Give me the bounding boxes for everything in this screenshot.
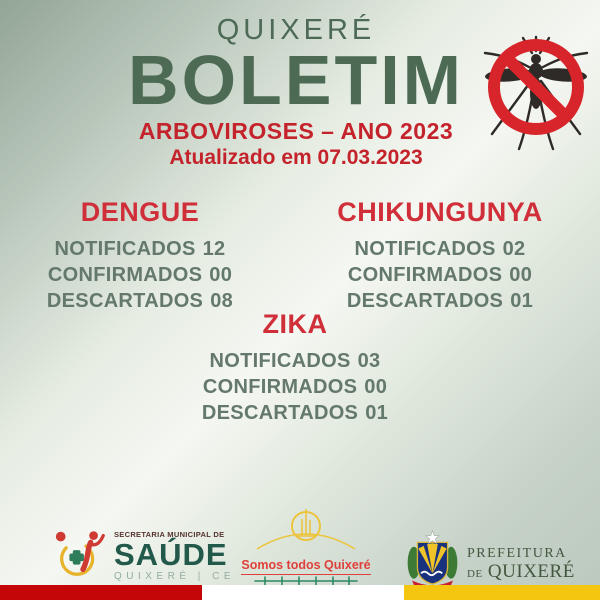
saude-top-line: SECRETARIA MUNICIPAL DE [114, 529, 225, 539]
stat-label: DESCARTADOS [46, 290, 204, 312]
zika-title: ZIKA [262, 309, 328, 339]
stat-value: 00 [364, 376, 388, 398]
prefeitura-name: QUIXERÉ [487, 561, 575, 582]
stat-value: 02 [502, 238, 526, 260]
zika-confirmados-row [115, 374, 475, 400]
saude-logo-text [114, 530, 235, 582]
stat-label: CONFIRMADOS [347, 264, 503, 286]
chikungunya-confirmados-row [320, 262, 560, 288]
stat-value: 01 [365, 402, 389, 424]
stat-label: DESCARTADOS [201, 402, 359, 424]
saude-name: SAÚDE [114, 536, 228, 572]
prefeitura-de: DE [467, 568, 483, 580]
somos-logo-text: Somos todos Quixeré [241, 559, 370, 575]
dengue-confirmados-row [20, 262, 260, 288]
saude-logo-icon [52, 524, 110, 587]
bottom-bar-white [202, 585, 404, 600]
prefeitura-logo-text [467, 546, 575, 581]
saude-sub-line: QUIXERÉ | CE [114, 570, 236, 582]
page-title: BOLETIM [128, 41, 464, 119]
bottom-bar-yellow [404, 585, 600, 600]
stat-label: NOTIFICADOS [209, 350, 351, 372]
stat-value: 01 [510, 290, 534, 312]
bottom-bar-red [0, 585, 202, 600]
dengue-title: DENGUE [80, 197, 200, 227]
dengue-notificados-row [20, 236, 260, 262]
prefeitura-line2 [467, 562, 575, 581]
section-dengue [20, 197, 260, 314]
zika-descartados-row [115, 400, 475, 426]
section-chikungunya [320, 197, 560, 314]
stat-value: 08 [210, 290, 234, 312]
stat-value: 00 [209, 264, 233, 286]
no-mosquito-icon [476, 14, 596, 156]
updated-date: Atualizado em 07.03.2023 [169, 146, 423, 170]
stat-label: NOTIFICADOS [354, 238, 496, 260]
chikungunya-notificados-row [320, 236, 560, 262]
stat-value: 12 [202, 238, 226, 260]
somos-sun-church-icon [240, 505, 372, 556]
subtitle: ARBOVIROSES – ANO 2023 [138, 118, 454, 145]
stat-label: NOTIFICADOS [54, 238, 196, 260]
stat-label: CONFIRMADOS [47, 264, 203, 286]
city-name: QUIXERÉ [216, 14, 376, 46]
stat-label: CONFIRMADOS [202, 376, 358, 398]
saude-logo [52, 524, 235, 587]
chikungunya-title: CHIKUNGUNYA [337, 197, 543, 227]
prefeitura-line1: PREFEITURA [467, 546, 567, 561]
stat-value: 00 [509, 264, 533, 286]
stat-label: DESCARTADOS [346, 290, 504, 312]
stat-value: 03 [357, 350, 381, 372]
zika-notificados-row [115, 348, 475, 374]
section-zika [115, 309, 475, 426]
